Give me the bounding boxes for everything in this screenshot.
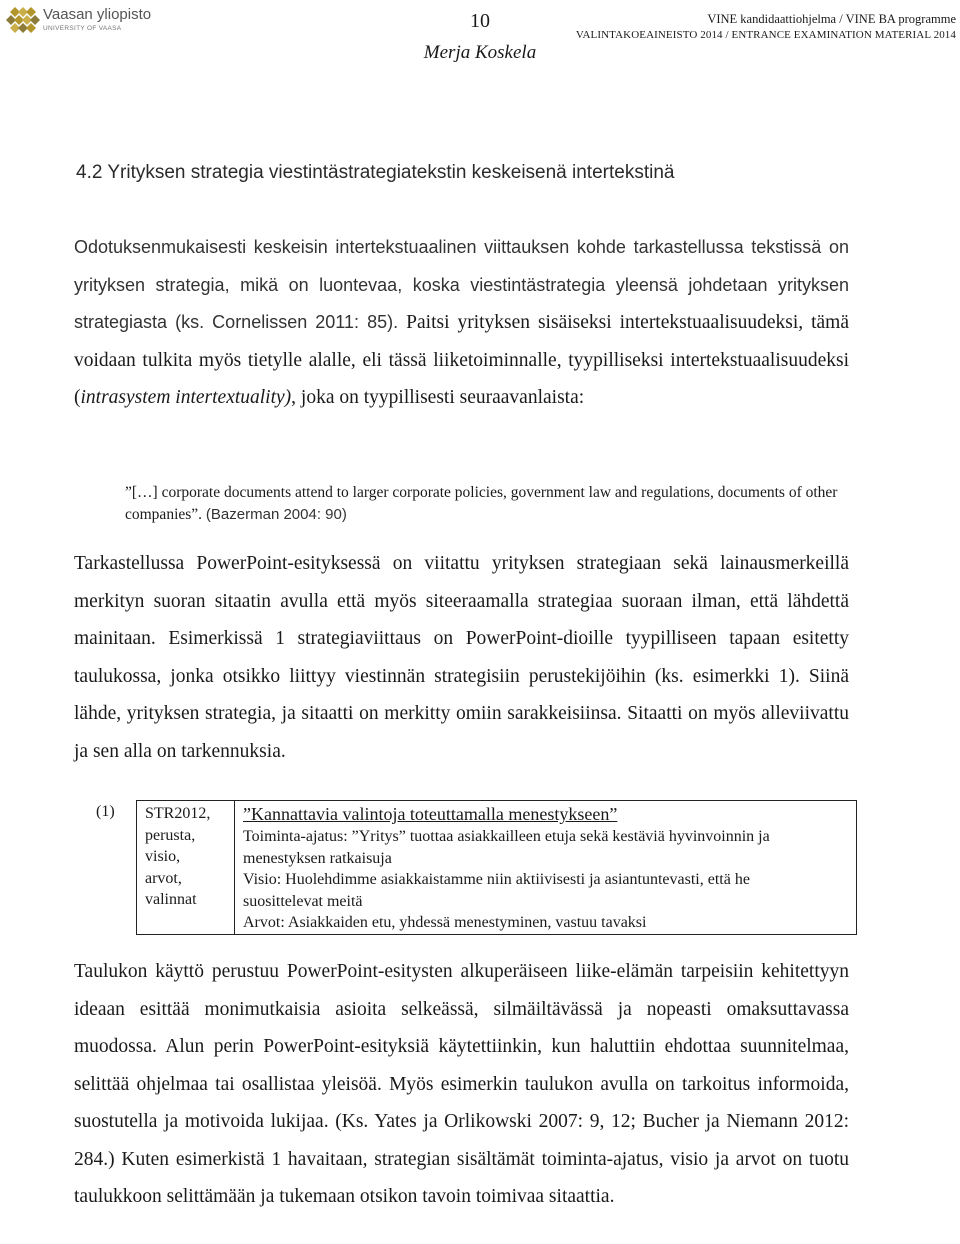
university-logo bbox=[6, 5, 156, 37]
quote-source: (Bazerman 2004: 90) bbox=[205, 506, 347, 523]
paragraph-1-term: intrasystem intertextuality) bbox=[80, 387, 292, 408]
paragraph-2-a: Tarkastellussa PowerPoint-esityksessä on viitattu yrityksen strategiaan sekä lainausmerkeillä merkityn suoran sitaatin avulla että myös siteeraamalla strategiaa suoraan ilman, että lähdettä mainitaan. bbox=[74, 553, 849, 649]
quote-text: ”[…] corporate documents attend to larger corporate policies, government law and regulations, documents of other companies”. bbox=[125, 484, 838, 523]
section-heading: 4.2 Yrityksen strategia viestintästrategiatekstin keskeisenä intertekstinä bbox=[76, 162, 675, 183]
university-logo-icon bbox=[6, 5, 40, 37]
logo-name: Vaasan yliopisto bbox=[43, 6, 152, 23]
example-line: suosittelevat meitä bbox=[243, 892, 363, 910]
source-line: STR2012, bbox=[145, 805, 211, 822]
source-line: perusta, bbox=[145, 826, 196, 844]
program-title: VINE kandidaattiohjelma / VINE BA programme bbox=[707, 12, 956, 26]
example-line: Arvot: Asiakkaiden etu, yhdessä menestyminen, vastuu tavaksi bbox=[243, 914, 647, 931]
example-line: Visio: Huolehdimme asiakkaistamme niin aktiivisesti ja asiantuntevasti, että he bbox=[243, 871, 750, 888]
page-number: 10 bbox=[470, 10, 490, 32]
paragraph-1-serif-b: , joka on tyypillisesti seuraavanlaista: bbox=[291, 387, 585, 408]
paragraph-1 bbox=[74, 229, 849, 417]
example-source-cell bbox=[137, 801, 235, 935]
example-quote-cell bbox=[235, 801, 857, 935]
block-quote bbox=[125, 482, 850, 526]
paragraph-2 bbox=[74, 545, 849, 770]
paragraph-1-serif-a: Paitsi yrityksen sisäiseksi intertekstuaalisuudeksi, tämä voidaan tulkita myös tietylle alalle, eli tässä liiketoiminnalle, tyypilliseksi intertekstuaalisuudeksi ( bbox=[74, 312, 849, 408]
author-name: Merja Koskela bbox=[423, 42, 537, 63]
example-line: Toiminta-ajatus: ”Yritys” tuottaa asiakkailleen etuja sekä kestäviä hyvinvoinnin ja bbox=[243, 828, 770, 845]
paragraph-2-b: Esimerkissä 1 strategiaviittaus on PowerPoint-dioille tyypilliseen tapaan esitetty taulukossa, jonka otsikko liittyy viestinnän strategisiin perustekijöihin (ks. esimerkki 1). Siinä lähde, yrityksen strategia, ja sitaatti on merkitty omiin sarakkeisiinsa. Sitaatti on myös alleviivattu ja sen alla on tarkennuksia. bbox=[74, 628, 850, 762]
paragraph-3: Taulukon käyttö perustuu PowerPoint-esitysten alkuperäiseen liike-elämän tarpeisiin kehitettyyn ideaan esittää monimutkaisia asioita selkeässä, silmäiltävässä ja nopeasti omaksuttavassa muodossa. Alun perin PowerPoint-esityksiä käytettiinkin, kun haluttiin ehdottaa suunnitelmaa, selittää ohjelmaa tai osallistaa yleisöä. Myös esimerkin taulukon avulla on tarkoitus informoida, suostutella ja motivoida lukijaa. (Ks. Yates ja Orlikowski 2007: 9, 12; Bucher ja Niemann 2012: 284.) Kuten esimerkistä 1 havaitaan, strategian sisältämät toiminta-ajatus, visio ja arvot on tuotu taulukkoon selittämään ja tukemaan otsikon tavoin toimivaa sitaattia. bbox=[74, 961, 849, 1207]
example-title: ”Kannattavia valintoja toteuttamalla menestykseen” bbox=[243, 804, 618, 824]
example-line: menestyksen ratkaisuja bbox=[243, 849, 392, 867]
paragraph-1-sans-text: Odotuksenmukaisesti keskeisin intertekstuaalinen viittauksen kohde tarkastellussa tekstissä on yrityksen strategia, mikä on luontevaa, koska viestintästrategia yleensä johdetaan yrityksen strategiasta (ks. Cornelissen 2011: 85). bbox=[74, 237, 849, 332]
program-subtitle: VALINTAKOEAINEISTO 2014 / ENTRANCE EXAMINATION MATERIAL 2014 bbox=[575, 29, 956, 41]
logo-subtitle: UNIVERSITY OF VAASA bbox=[43, 25, 122, 32]
example-number: (1) bbox=[96, 803, 115, 820]
source-line: arvot, bbox=[145, 869, 182, 887]
example-table bbox=[136, 800, 857, 935]
source-line: visio, bbox=[145, 848, 181, 865]
source-line: valinnat bbox=[145, 891, 197, 908]
